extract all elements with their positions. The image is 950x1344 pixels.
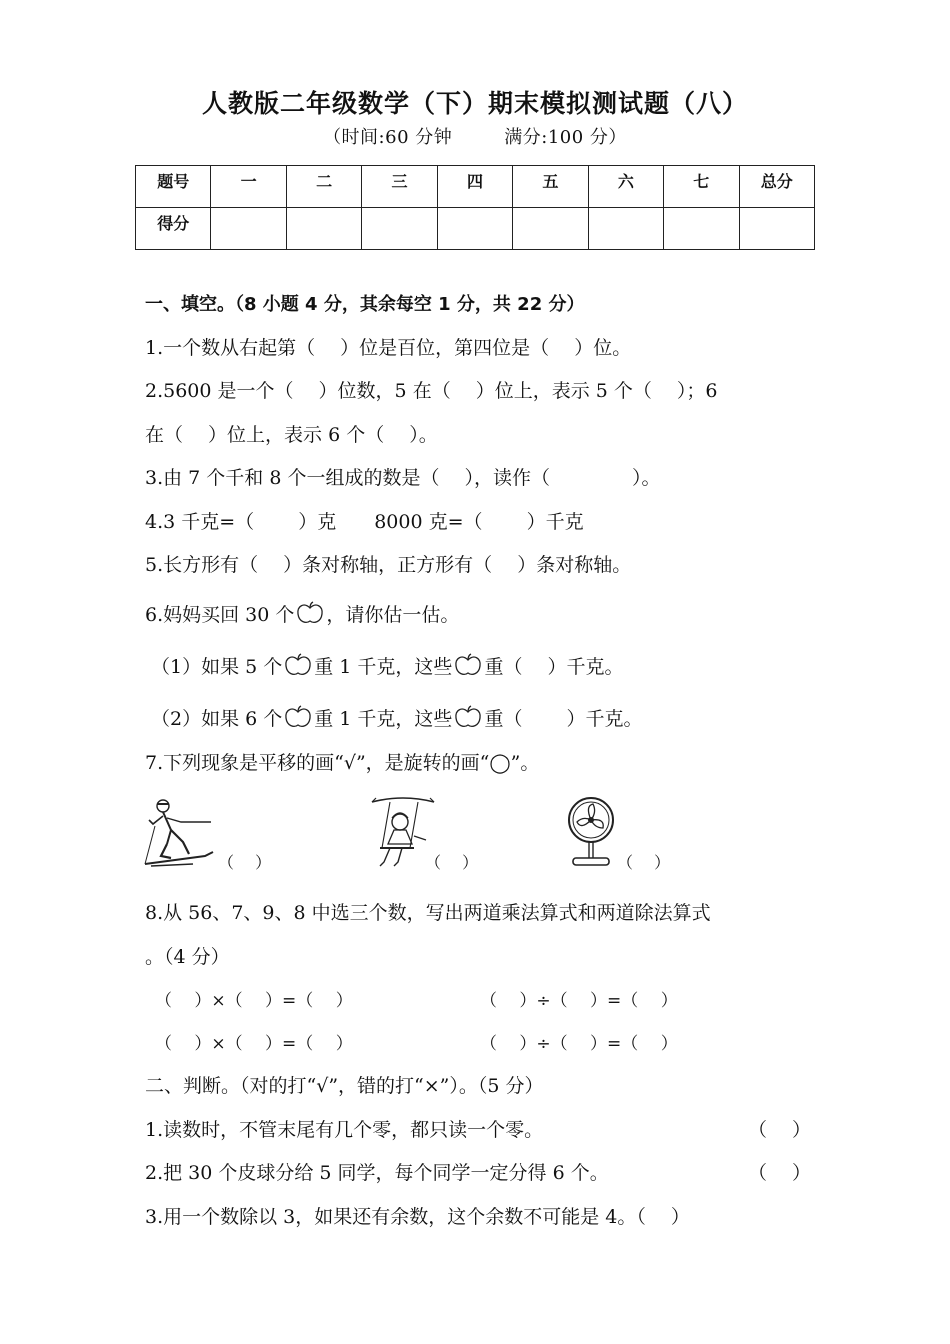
judgment-question-3: 3.用一个数除以 3，如果还有余数，这个余数不可能是 4。（ ）	[145, 1206, 690, 1228]
time-limit: （时间:60 分钟	[323, 127, 453, 148]
question-1-7: 7.下列现象是平移的画“√”，是旋转的画“◯”。	[145, 752, 540, 774]
skier-answer-blank[interactable]: （ ）	[218, 853, 272, 872]
section2-heading: 二、判断。（对的打“√”，错的打“×”）。（5 分）	[145, 1075, 544, 1097]
question-1-6-2	[151, 704, 642, 734]
score-table-cell: 六	[588, 166, 663, 208]
section1-heading: 一、填空。（8 小题 4 分，其余每空 1 分，共 22 分）	[145, 294, 585, 315]
question-1-2a: 2.5600 是一个（ ）位数，5 在（ ）位上，表示 5 个（ ）；6	[145, 380, 718, 402]
judgment-question-2: 2.把 30 个皮球分给 5 同学，每个同学一定分得 6 个。	[145, 1162, 609, 1184]
q6-2-text-b: 重 1 千克，这些	[314, 708, 453, 730]
score-table-cell: 七	[664, 166, 739, 208]
apple-icon	[453, 653, 483, 682]
judgment-question-1: 1.读数时，不管末尾有几个零，都只读一个零。	[145, 1119, 544, 1141]
score-table	[135, 165, 815, 250]
multiplication-equation[interactable]: （ ）×（ ）=（ ）	[155, 991, 353, 1011]
score-input-cell[interactable]	[664, 208, 739, 250]
score-input-cell[interactable]	[513, 208, 588, 250]
score-input-cell[interactable]	[211, 208, 286, 250]
score-table-cell: 题号	[136, 166, 211, 208]
score-input-cell[interactable]	[739, 208, 815, 250]
division-equation[interactable]: （ ）÷（ ）=（ ）	[480, 1034, 678, 1054]
q6-1-text-b: 重 1 千克，这些	[314, 656, 453, 678]
question-1-6-1	[151, 652, 623, 682]
score-row-label: 得分	[136, 208, 211, 250]
q6-2-text-c: 重（ ）千克。	[484, 708, 643, 730]
division-equation[interactable]: （ ）÷（ ）=（ ）	[480, 991, 678, 1011]
score-input-cell[interactable]	[362, 208, 437, 250]
question-1-4: 4.3 千克=（ ）克 8000 克=（ ）千克	[145, 511, 584, 533]
score-table-cell: 三	[362, 166, 437, 208]
electric-fan-image	[561, 794, 621, 874]
score-table-cell: 五	[513, 166, 588, 208]
multiplication-equation[interactable]: （ ）×（ ）=（ ）	[155, 1034, 353, 1054]
question-1-3: 3.由 7 个千和 8 个一组成的数是（ ），读作（ ）。	[145, 467, 661, 489]
skier-image	[141, 798, 221, 874]
score-table-cell: 二	[286, 166, 361, 208]
q6-text-post: ，请你估一估。	[326, 604, 460, 626]
score-table-score-row	[136, 208, 815, 250]
fan-answer-blank[interactable]: （ ）	[617, 853, 671, 872]
question-1-5: 5.长方形有（ ）条对称轴，正方形有（ ）条对称轴。	[145, 554, 632, 576]
score-input-cell[interactable]	[437, 208, 512, 250]
full-score: 满分:100 分）	[504, 127, 627, 148]
question-1-6	[145, 600, 459, 630]
exam-title: 人教版二年级数学（下）期末模拟测试题（八）	[201, 89, 748, 118]
apple-icon	[283, 653, 313, 682]
score-table-cell: 一	[211, 166, 286, 208]
question-1-8a: 8.从 56、7、9、8 中选三个数，写出两道乘法算式和两道除法算式	[145, 902, 711, 924]
q6-1-text-a: （1）如果 5 个	[151, 656, 283, 678]
question-1-8b: 。（4 分）	[145, 946, 230, 968]
judgment-answer-blank[interactable]: （ ）	[748, 1162, 812, 1184]
question-1-2b: 在（ ）位上，表示 6 个（ ）。	[145, 424, 438, 446]
q6-text-pre: 6.妈妈买回 30 个	[145, 604, 295, 626]
q6-1-text-c: 重（ ）千克。	[484, 656, 624, 678]
score-input-cell[interactable]	[286, 208, 361, 250]
score-table-header-row	[136, 166, 815, 208]
exam-subtitle	[0, 123, 950, 149]
judgment-answer-blank[interactable]: （ ）	[748, 1119, 812, 1141]
score-table-cell: 四	[437, 166, 512, 208]
apple-icon	[295, 601, 325, 630]
score-input-cell[interactable]	[588, 208, 663, 250]
swing-answer-blank[interactable]: （ ）	[425, 853, 479, 872]
apple-icon	[453, 705, 483, 734]
score-table-cell: 总分	[739, 166, 815, 208]
q6-2-text-a: （2）如果 6 个	[151, 708, 283, 730]
question-1-1: 1.一个数从右起第（ ）位是百位，第四位是（ ）位。	[145, 337, 632, 359]
apple-icon	[283, 705, 313, 734]
